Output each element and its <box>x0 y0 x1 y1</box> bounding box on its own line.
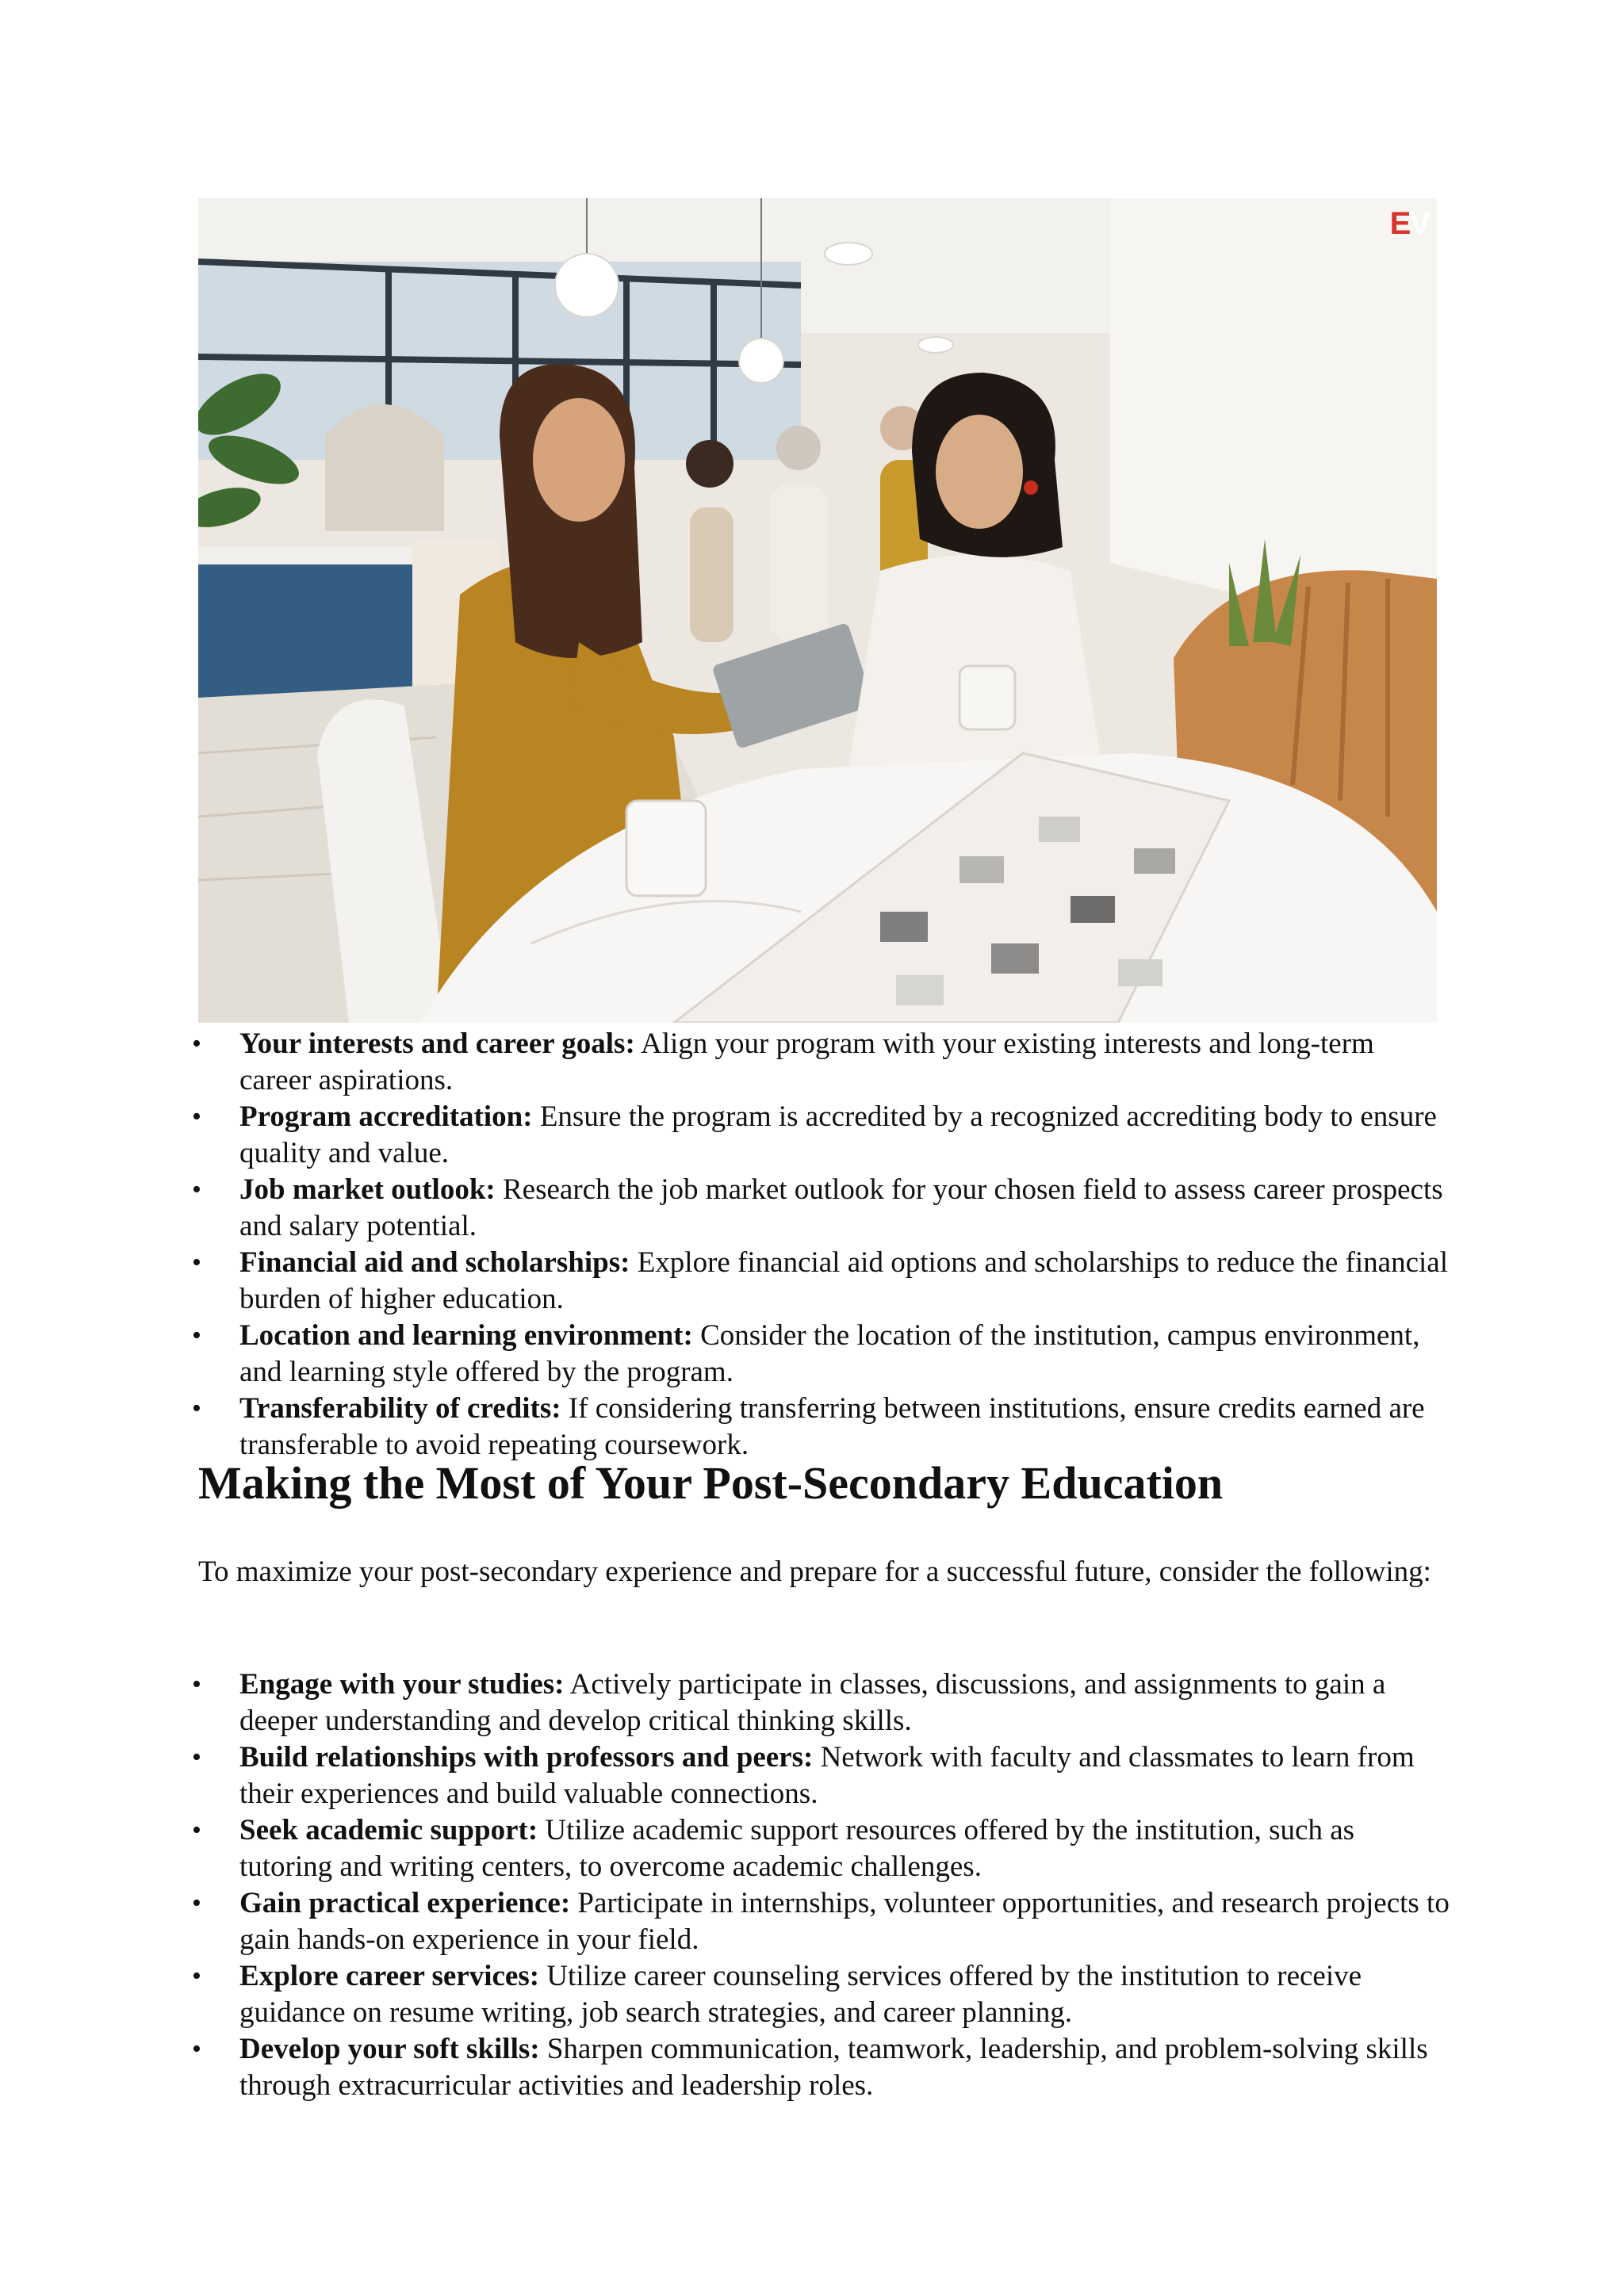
list-item <box>198 1245 1451 1318</box>
list-item-text: Explore financial aid options and scholarships to reduce the financial burden of higher education. <box>239 1246 1448 1315</box>
list-item <box>198 1812 1451 1885</box>
list-item-text: Sharpen communication, teamwork, leadership, and problem-solving skills through extracurricular activities and leadership roles. <box>239 2033 1428 2102</box>
list-item <box>198 2031 1451 2104</box>
list-item <box>198 1391 1451 1464</box>
list-item-title: Job market outlook: <box>239 1173 496 1206</box>
list-item-text: Utilize academic support resources offered by the institution, such as tutoring and writing centers, to overcome academic challenges. <box>239 1814 1355 1883</box>
list-item <box>198 1667 1451 1739</box>
list-item-title: Build relationships with professors and peers: <box>239 1741 814 1774</box>
list-item-title: Seek academic support: <box>239 1814 538 1846</box>
list-item <box>198 1099 1451 1172</box>
list-item-text: Network with faculty and classmates to learn from their experiences and build valuable connections. <box>239 1741 1415 1810</box>
list-item-text: Align your program with your existing interests and long-term career aspirations. <box>239 1027 1374 1096</box>
list-item <box>198 1318 1451 1391</box>
list-item <box>198 1739 1451 1812</box>
list-item-text: Utilize career counseling services offered by the institution to receive guidance on resume writing, job search strategies, and career planning. <box>239 1960 1362 2029</box>
ev-logo-e: E <box>1389 206 1410 241</box>
list-item-title: Gain practical experience: <box>239 1887 571 1919</box>
list-item-text: If considering transferring between institutions, ensure credits earned are transferable to avoid repeating coursework. <box>239 1392 1425 1461</box>
list-item-title: Engage with your studies: <box>239 1668 565 1701</box>
list-item-title: Transferability of credits: <box>239 1392 561 1425</box>
list-item <box>198 1026 1451 1099</box>
list-item-text: Actively participate in classes, discussions, and assignments to gain a deeper understanding and develop critical thinking skills. <box>239 1668 1386 1737</box>
list-item-text: Participate in internships, volunteer opportunities, and research projects to gain hands-on experience in your field. <box>239 1887 1450 1956</box>
considerations-list <box>198 1026 1451 1464</box>
ev-logo-v: V <box>1409 206 1429 241</box>
ev-logo <box>1390 206 1429 242</box>
list-item-title: Develop your soft skills: <box>239 2033 540 2065</box>
list-item <box>198 1172 1451 1245</box>
list-item-text: Ensure the program is accredited by a recognized accrediting body to ensure quality and value. <box>239 1100 1437 1169</box>
article-photo <box>198 198 1437 1023</box>
list-item <box>198 1958 1451 2031</box>
list-item-text: Consider the location of the institution, campus environment, and learning style offered by the program. <box>239 1319 1420 1388</box>
list-item-title: Your interests and career goals: <box>239 1027 635 1060</box>
list-item-text: Research the job market outlook for your chosen field to assess career prospects and salary potential. <box>239 1173 1443 1242</box>
list-item <box>198 1885 1451 1958</box>
list-item-title: Location and learning environment: <box>239 1319 693 1352</box>
list-item-title: Financial aid and scholarships: <box>239 1246 630 1279</box>
office-meeting-illustration <box>198 198 1437 1023</box>
section-heading: Making the Most of Your Post-Secondary Education <box>198 1457 1224 1509</box>
list-item-title: Explore career services: <box>239 1960 540 1992</box>
section-intro: To maximize your post-secondary experience and prepare for a successful future, consider the following: <box>198 1556 1431 1588</box>
tips-list <box>198 1667 1451 2104</box>
list-item-title: Program accreditation: <box>239 1100 533 1133</box>
